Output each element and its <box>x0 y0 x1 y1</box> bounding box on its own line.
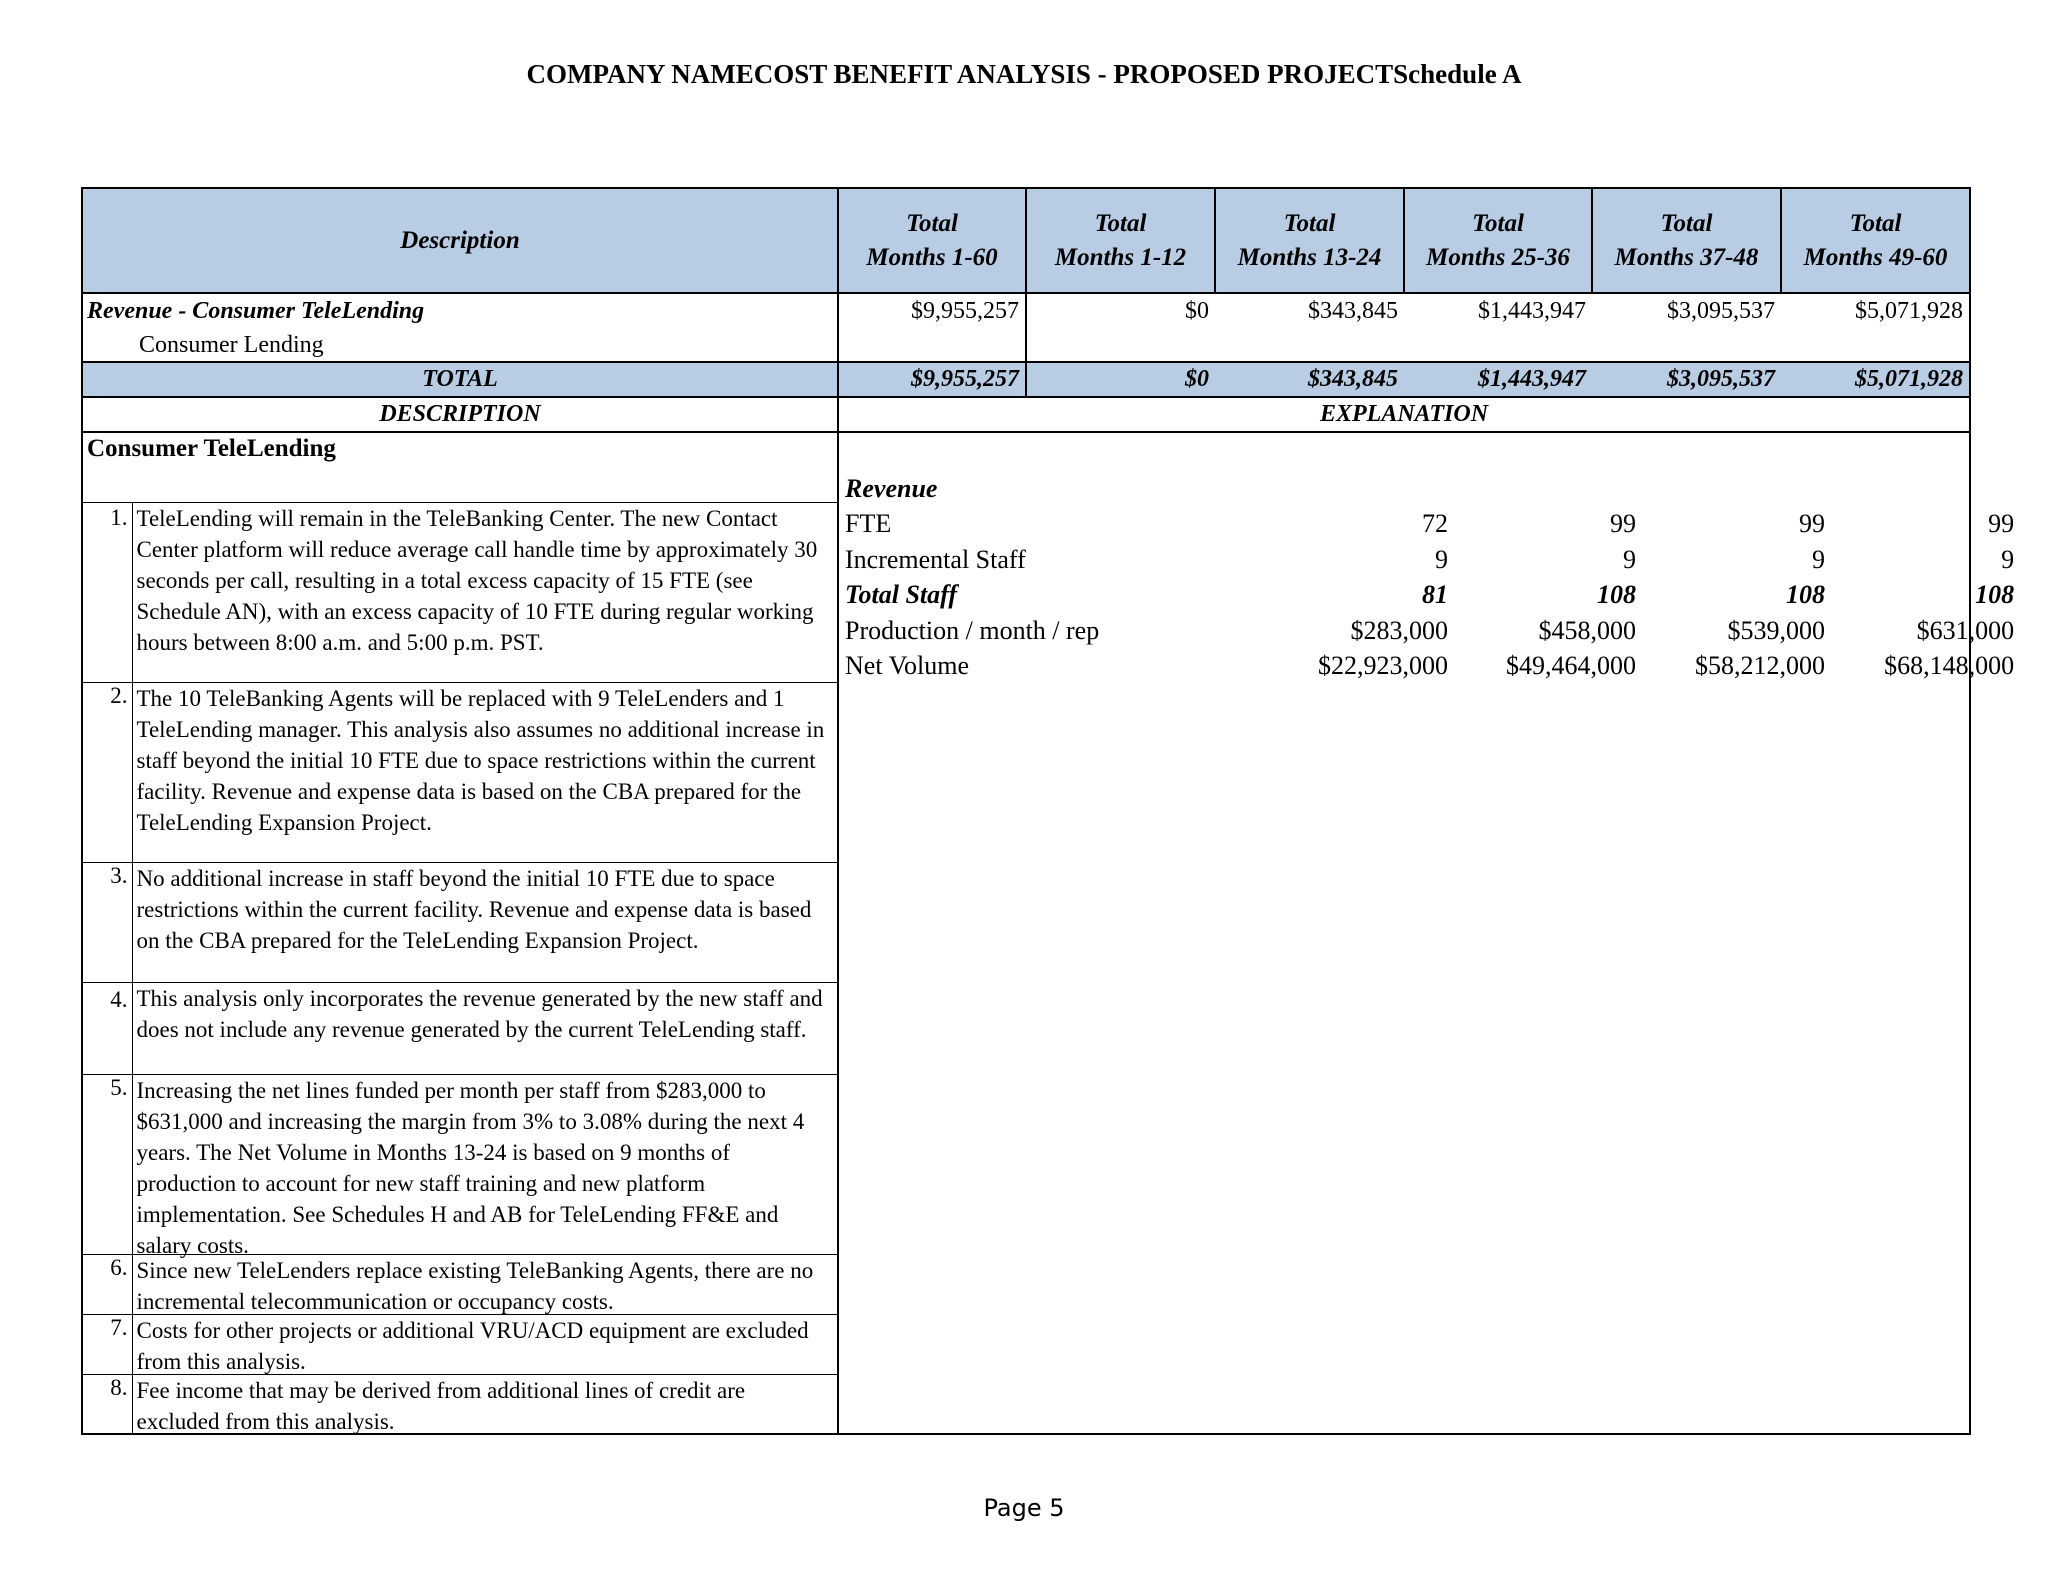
explanation-row-label: Production / month / rep <box>845 615 1100 645</box>
explanation-value: $539,000 <box>1727 615 1826 645</box>
revenue-value: $343,845 <box>1308 298 1399 324</box>
note-number: 2. <box>82 682 132 862</box>
revenue-value: $0 <box>1185 298 1210 324</box>
explanation-value: $283,000 <box>1350 615 1449 645</box>
revenue-value: $9,955,257 <box>838 293 1026 329</box>
total-label: TOTAL <box>82 362 838 397</box>
note-text: Fee income that may be derived from additional lines of credit are excluded from this analysis. <box>132 1374 838 1434</box>
header-col-6: Total Months 49-60 <box>1781 188 1970 293</box>
note-number: 5. <box>82 1074 132 1254</box>
explanation-value: $22,923,000 <box>1318 651 1449 681</box>
explanation-value: 81 <box>1422 580 1449 610</box>
revenue-value: $5,071,928 <box>1781 293 1970 329</box>
header-col-2: Total Months 1-12 <box>1026 188 1215 293</box>
explanation-value: 99 <box>1799 509 1826 539</box>
total-value: $1,443,947 <box>1404 362 1592 397</box>
explanation-row <box>839 578 2020 614</box>
total-row <box>82 362 1970 397</box>
revenue-value: $1,443,947 <box>1478 298 1587 324</box>
explanation-row <box>839 649 2020 685</box>
revenue-sub-row <box>82 329 1970 362</box>
section-header-row <box>82 397 1970 432</box>
explanation-row-label: Total Staff <box>845 580 957 610</box>
explanation-value: $68,148,000 <box>1884 651 2015 681</box>
total-value: $343,845 <box>1215 362 1404 397</box>
page-title: COMPANY NAMECOST BENEFIT ANALYSIS - PROPOSED PROJECTSchedule A <box>526 59 1522 89</box>
note-number: 3. <box>82 862 132 982</box>
note-text: Increasing the net lines funded per month per staff from $283,000 to $631,000 and increasing the margin from 3% to 3.08% during the next 4 years. The Net Volume in Months 13-24 is based on 9 months of production to account for new staff training and new platform implementation. See Schedules H and AB for TeleLending FF&E and salary costs. <box>132 1074 838 1254</box>
note-number: 4. <box>82 982 132 1074</box>
explanation-value: $458,000 <box>1538 615 1637 645</box>
note-text: TeleLending will remain in the TeleBanking Center. The new Contact Center platform will reduce average call handle time by approximately 30 seconds per call, resulting in a total excess capacity of 15 FTE (see Schedule AN), with an excess capacity of 10 FTE during regular working hours between 8:00 a.m. and 5:00 p.m. PST. <box>132 502 838 682</box>
note-number: 6. <box>82 1254 132 1314</box>
page-number: Page 5 <box>983 1494 1065 1522</box>
explanation-value: 108 <box>1786 580 1826 610</box>
total-value: $9,955,257 <box>838 362 1026 397</box>
explanation-header: EXPLANATION <box>838 397 1970 432</box>
explanation-value: $631,000 <box>1916 615 2015 645</box>
explanation-row <box>839 542 2020 578</box>
explanation-value: 108 <box>1975 580 2015 610</box>
header-col-3: Total Months 13-24 <box>1215 188 1404 293</box>
explanation-heading: Revenue <box>845 473 938 503</box>
section-title-row <box>82 432 1970 502</box>
header-row <box>82 188 1970 293</box>
header-col-4: Total Months 25-36 <box>1404 188 1592 293</box>
header-description: Description <box>82 188 838 293</box>
revenue-value: $3,095,537 <box>1667 298 1776 324</box>
revenue-row <box>82 293 1970 329</box>
explanation-row <box>839 613 2020 649</box>
note-text: This analysis only incorporates the revenue generated by the new staff and does not include any revenue generated by the current TeleLending staff. <box>132 982 838 1074</box>
header-col-5: Total Months 37-48 <box>1592 188 1781 293</box>
note-number: 1. <box>82 502 132 682</box>
note-number: 7. <box>82 1314 132 1374</box>
explanation-row-label: Net Volume <box>845 651 969 681</box>
section-title: Consumer TeleLending <box>82 432 838 502</box>
explanation-value: 9 <box>1435 544 1449 574</box>
description-header: DESCRIPTION <box>82 397 838 432</box>
explanation-value: 99 <box>1988 509 2015 539</box>
explanation-value: $58,212,000 <box>1695 651 1826 681</box>
note-text: Costs for other projects or additional VRU/ACD equipment are excluded from this analysis. <box>132 1314 838 1374</box>
explanation-value: 72 <box>1422 509 1449 539</box>
total-value: $3,095,537 <box>1592 362 1781 397</box>
explanation-heading-row <box>839 471 2020 507</box>
explanation-value: 9 <box>2001 544 2015 574</box>
note-text: No additional increase in staff beyond the initial 10 FTE due to space restrictions within the current facility. Revenue and expense data is based on the CBA prepared for the TeleLending Expansion Project. <box>132 862 838 982</box>
note-number: 8. <box>82 1374 132 1434</box>
explanation-value: 9 <box>1812 544 1826 574</box>
explanation-row-label: Incremental Staff <box>845 544 1026 574</box>
explanation-row-label: FTE <box>845 509 892 539</box>
explanation-value: 9 <box>1623 544 1637 574</box>
total-value: $5,071,928 <box>1781 362 1970 397</box>
note-text: The 10 TeleBanking Agents will be replaced with 9 TeleLenders and 1 TeleLending manager. This analysis also assumes no additional increase in staff beyond the initial 10 FTE due to space restrictions within the current facility. Revenue and expense data is based on the CBA prepared for the TeleLending Expansion Project. <box>132 682 838 862</box>
header-col-1: Total Months 1-60 <box>838 188 1026 293</box>
cost-benefit-table <box>81 187 2015 1435</box>
explanation-value: 99 <box>1610 509 1637 539</box>
revenue-sub-label: Consumer Lending <box>82 329 838 362</box>
total-value: $0 <box>1026 362 1215 397</box>
explanation-row <box>839 507 2020 543</box>
explanation-table <box>839 471 2020 684</box>
explanation-value: $49,464,000 <box>1506 651 1637 681</box>
explanation-value: 108 <box>1597 580 1637 610</box>
revenue-label: Revenue - Consumer TeleLending <box>82 293 838 329</box>
note-text: Since new TeleLenders replace existing TeleBanking Agents, there are no incremental telecommunication or occupancy costs. <box>132 1254 838 1314</box>
explanation-block <box>838 432 2015 1434</box>
